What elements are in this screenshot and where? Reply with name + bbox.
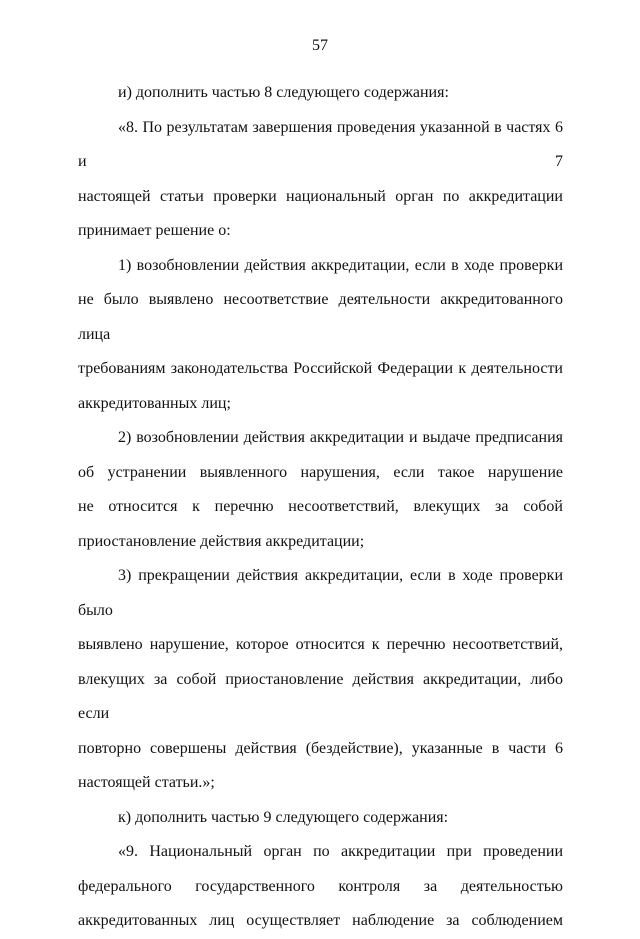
document-body: [78, 76, 563, 939]
paragraph-line: повторно совершены действия (бездействие), указанные в части 6: [78, 739, 563, 757]
paragraph-line: настоящей статьи.»;: [78, 774, 215, 791]
paragraph-amend-part-9: [78, 801, 563, 836]
paragraph-line: «8. По результатам завершения проведения указанной в частях 6 и 7: [78, 118, 563, 170]
paragraph-line: к) дополнить частью 9 следующего содержания:: [118, 808, 449, 826]
paragraph-line: настоящей статьи проверки национальный орган по аккредитации: [78, 187, 563, 205]
paragraph-line: федерального государственного контроля за деятельностью: [78, 877, 563, 895]
paragraph-part-9-text: [78, 835, 563, 939]
paragraph-line: 2) возобновлении действия аккредитации и выдаче предписания: [118, 429, 563, 446]
paragraph-line: не относится к перечню несоответствий, влекущих за собой: [78, 498, 563, 515]
paragraph-item-2: [78, 421, 563, 559]
paragraph-line: выявлено нарушение, которое относится к перечню несоответствий,: [78, 636, 563, 653]
paragraph-line: принимает решение о:: [78, 222, 231, 239]
paragraph-line: требованиям законодательства Российской Федерации к деятельности: [78, 360, 563, 377]
paragraph-line: влекущих за собой приостановление действия аккредитации, либо если: [78, 670, 563, 722]
page-number: 57: [312, 37, 328, 54]
paragraph-item-3: [78, 559, 563, 801]
paragraph-line: приостановление действия аккредитации;: [78, 532, 365, 550]
paragraph-line: 3) прекращении действия аккредитации, если в ходе проверки было: [78, 567, 563, 619]
paragraph-line: 1) возобновлении действия аккредитации, если в ходе проверки: [118, 256, 563, 274]
paragraph-line: аккредитованных лиц осуществляет наблюдение за соблюдением: [78, 912, 563, 929]
paragraph-amend-part-8: [78, 76, 563, 111]
paragraph-line: аккредитованных лиц;: [78, 394, 231, 412]
paragraph-part-8-text: [78, 111, 563, 249]
paragraph-line: об устранении выявленного нарушения, если такое нарушение: [78, 463, 563, 481]
paragraph-item-1: [78, 249, 563, 422]
paragraph-line: не было выявлено несоответствие деятельности аккредитованного лица: [78, 291, 563, 343]
paragraph-line: «9. Национальный орган по аккредитации при проведении: [118, 843, 563, 860]
paragraph-line: и) дополнить частью 8 следующего содержания:: [118, 84, 449, 101]
